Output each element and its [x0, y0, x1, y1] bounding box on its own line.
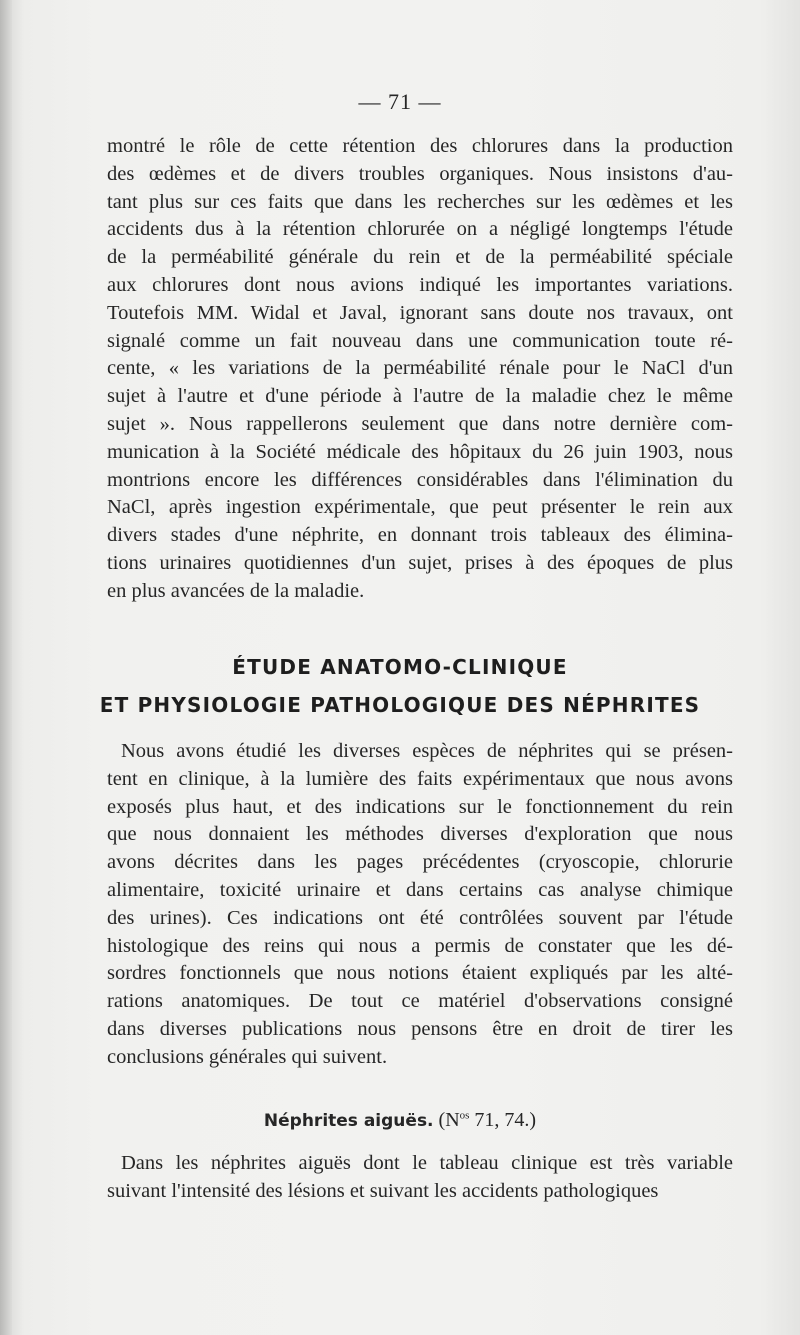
paragraph-2-line: Nous avons étudié les diverses espèces de néphrites qui se présen-	[121, 740, 733, 762]
paragraph-2-line: dans diverses publications nous pensons être en droit de tirer les	[107, 1017, 733, 1040]
paragraph-1-line: signalé comme un fait nouveau dans une communication toute ré-	[107, 329, 733, 352]
paragraph-2-line: avons décrites dans les pages précédentes (cryoscopie, chlorurie	[107, 851, 733, 874]
paragraph-1-line: sujet à l'autre et d'une période à l'autre de la maladie chez le même	[107, 385, 733, 408]
paragraph-1-line: divers stades d'une néphrite, en donnant trois tableaux des élimina-	[107, 524, 733, 547]
paragraph-1-line: accidents dus à la rétention chlorurée on a négligé longtemps l'étude	[107, 218, 733, 241]
paragraph-1-line: NaCl, après ingestion expérimentale, que peut présenter le rein aux	[107, 496, 733, 519]
paragraph-1-line: munication à la Société médicale des hôpitaux du 26 juin 1903, nous	[107, 440, 733, 463]
paragraph-3-line: Dans les néphrites aiguës dont le tableau clinique est très variable	[121, 1152, 733, 1174]
subheading-title: Néphrites aiguës.	[263, 1111, 434, 1131]
paragraph-2-line: des urines). Ces indications ont été contrôlées souvent par l'étude	[107, 906, 733, 929]
page-number: — 71 —	[358, 89, 442, 114]
subheading-ref-rest: 71, 74.)	[469, 1109, 537, 1131]
paragraph-2	[107, 738, 733, 1072]
section-heading-line-2: ET PHYSIOLOGIE PATHOLOGIQUE DES NÉPHRITES	[99, 693, 701, 717]
paragraph-2-line: sordres fonctionnels que nous notions étaient expliqués par les alté-	[107, 962, 733, 985]
paragraph-2-line: alimentaire, toxicité urinaire et dans certains cas analyse chimique	[107, 878, 733, 901]
paragraph-1-line: aux chlorures dont nous avions indiqué les importantes variations.	[107, 273, 733, 296]
paragraph-2-line: histologique des reins qui nous a permis de constater que les dé-	[107, 934, 733, 957]
paragraph-1-line: montrions encore les différences considérables dans l'élimination du	[107, 468, 733, 491]
paragraph-1-line: de la perméabilité générale du rein et de la perméabilité spéciale	[107, 246, 733, 269]
paragraph-2-line: conclusions générales qui suivent.	[107, 1045, 388, 1068]
subheading-ref-open: (N	[438, 1109, 460, 1131]
paragraph-1-line: montré le rôle de cette rétention des chlorures dans la production	[107, 135, 733, 157]
paragraph-2-line: exposés plus haut, et des indications sur le fonctionnement du rein	[107, 795, 733, 818]
paragraph-3	[107, 1150, 733, 1206]
section-heading-line-1: ÉTUDE ANATOMO-CLINIQUE	[232, 655, 568, 679]
subheading	[0, 1109, 800, 1132]
paragraph-3-line: suivant l'intensité des lésions et suivant les accidents pathologiques	[107, 1179, 659, 1202]
paragraph-1-line: tant plus sur ces faits que dans les recherches sur les œdèmes et les	[107, 190, 733, 213]
paragraph-1-line: tions urinaires quotidiennes d'un sujet, prises à des époques de plus	[107, 551, 733, 574]
paragraph-1-line: Toutefois MM. Widal et Javal, ignorant sans doute nos travaux, ont	[107, 301, 733, 324]
paragraph-1-line: cente, « les variations de la perméabilité rénale pour le NaCl d'un	[107, 357, 733, 380]
paragraph-2-line: tent en clinique, à la lumière des faits expérimentaux que nous avons	[107, 767, 733, 790]
paragraph-2-line: rations anatomiques. De tout ce matériel d'observations consigné	[107, 990, 733, 1013]
paragraph-1-line: sujet ». Nous rappellerons seulement que dans notre dernière com-	[107, 412, 733, 435]
paragraph-1-line: en plus avancées de la maladie.	[107, 579, 365, 602]
subheading-ref-sup: os	[459, 1109, 470, 1122]
paragraph-2-line: que nous donnaient les méthodes diverses d'exploration que nous	[107, 823, 733, 846]
paragraph-1-line: des œdèmes et de divers troubles organiques. Nous insistons d'au-	[107, 162, 733, 185]
paragraph-1	[107, 133, 733, 606]
